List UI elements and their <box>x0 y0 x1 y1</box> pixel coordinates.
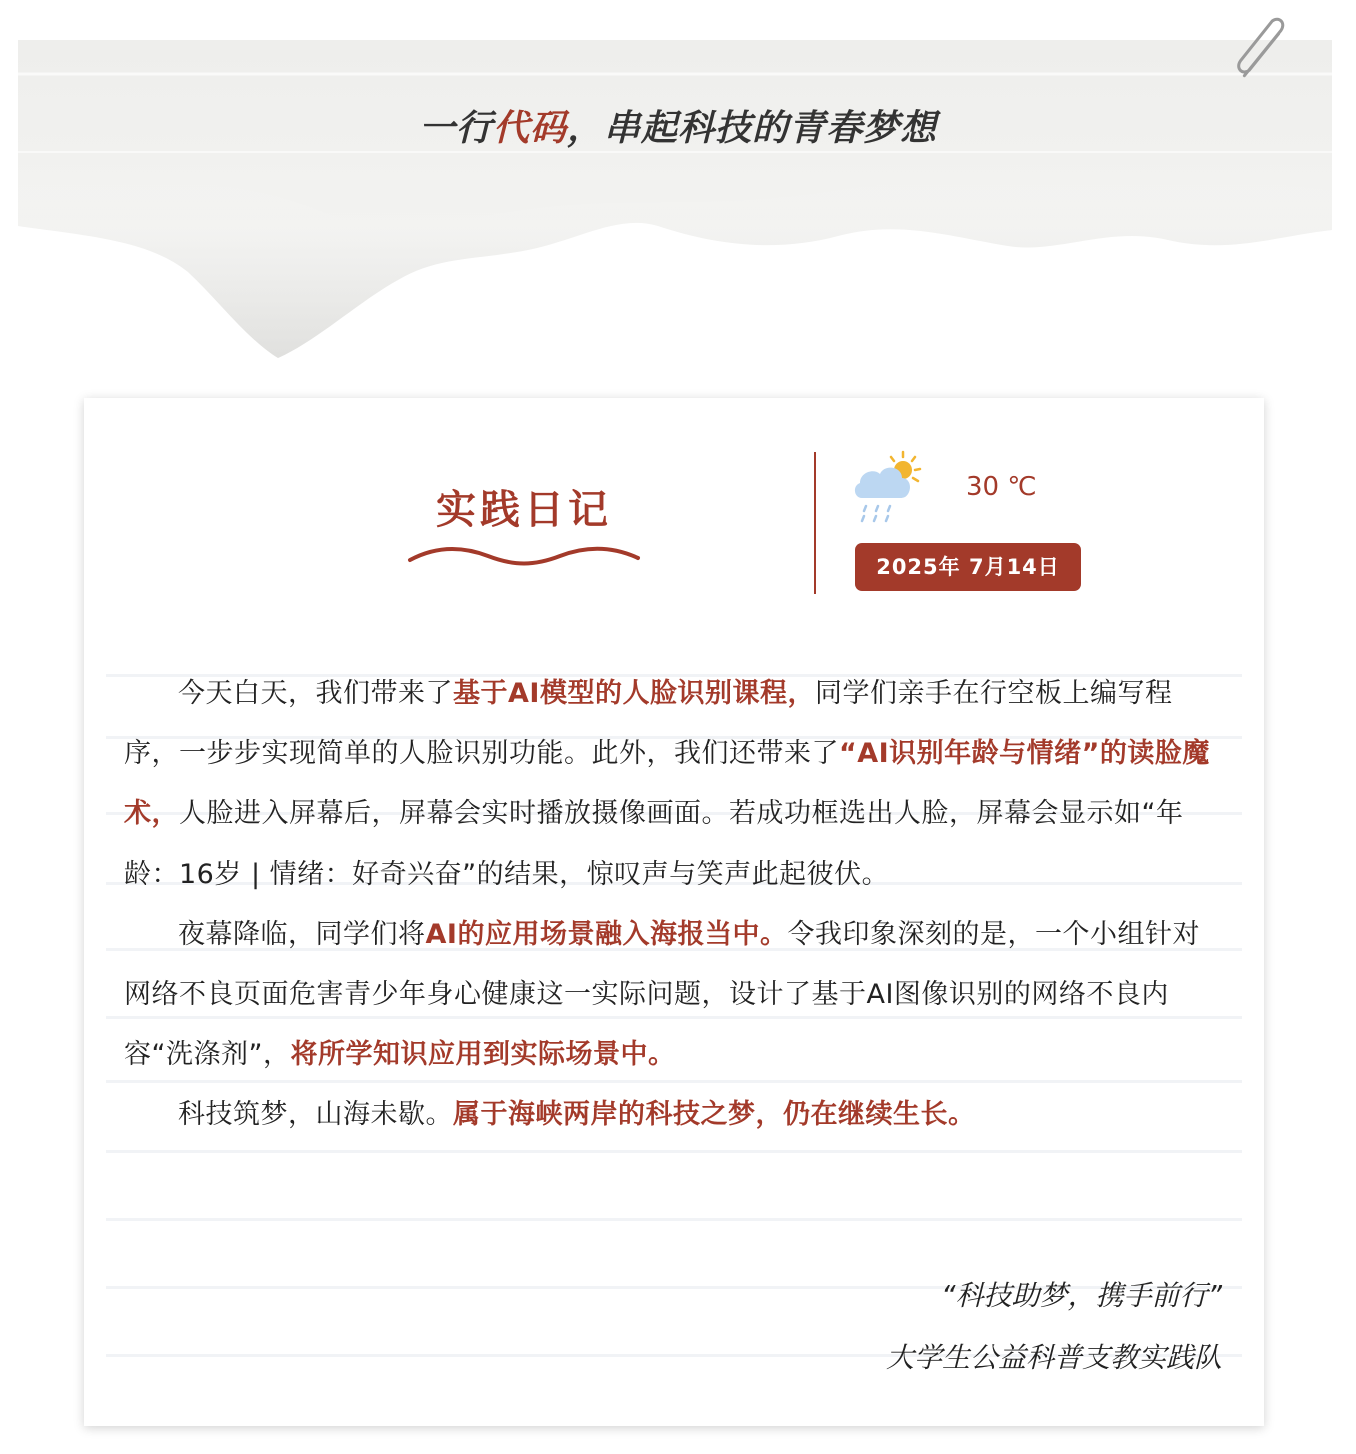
diary-title: 实践日记 <box>436 487 612 533</box>
ruled-line <box>106 1150 1242 1153</box>
wave-divider <box>406 538 642 578</box>
cloud-sun-rain-icon <box>850 448 930 528</box>
paragraph-3: 科技筑梦，山海未歇。属于海峡两岸的科技之梦，仍在继续生长。 <box>178 1099 976 1131</box>
paragraph-2: 夜幕降临，同学们将AI的应用场景融入海报当中。令我印象深刻的是，一个小组针对网络不良页面危害青少年身心健康这一实际问题，设计了基于AI图像识别的网络不良内容“洗涤剂”，将所学知识应用到实际场景中。 <box>124 918 1200 1071</box>
paperclip-icon <box>1234 12 1292 90</box>
diary-body <box>124 664 1224 1146</box>
paragraph-1: 今天白天，我们带来了基于AI模型的人脸识别课程，同学们亲手在行空板上编写程序，一步步实现简单的人脸识别功能。此外，我们还带来了“AI识别年龄与情绪”的读脸魔术，人脸进入屏幕后，屏幕会实时播放摄像画面。若成功框选出人脸，屏幕会显示如“年龄：16岁 | 情绪：好奇兴奋”的结果，惊叹声与笑声此起彼伏。 <box>124 678 1210 890</box>
page-headline: 一行代码，串起科技的青春梦想 <box>418 108 938 149</box>
signature-team: 大学生公益科普支教实践队 <box>885 1341 1222 1374</box>
signature-slogan: “科技助梦，携手前行” <box>940 1279 1222 1312</box>
temperature: 30 ℃ <box>966 472 1037 502</box>
header-divider <box>814 452 816 594</box>
diary-card <box>84 398 1264 1426</box>
torn-paper-banner <box>18 40 1332 360</box>
ruled-line <box>106 1218 1242 1221</box>
headline-highlight: 代码 <box>492 108 567 149</box>
date-badge: 2025年 7月14日 <box>855 543 1081 591</box>
